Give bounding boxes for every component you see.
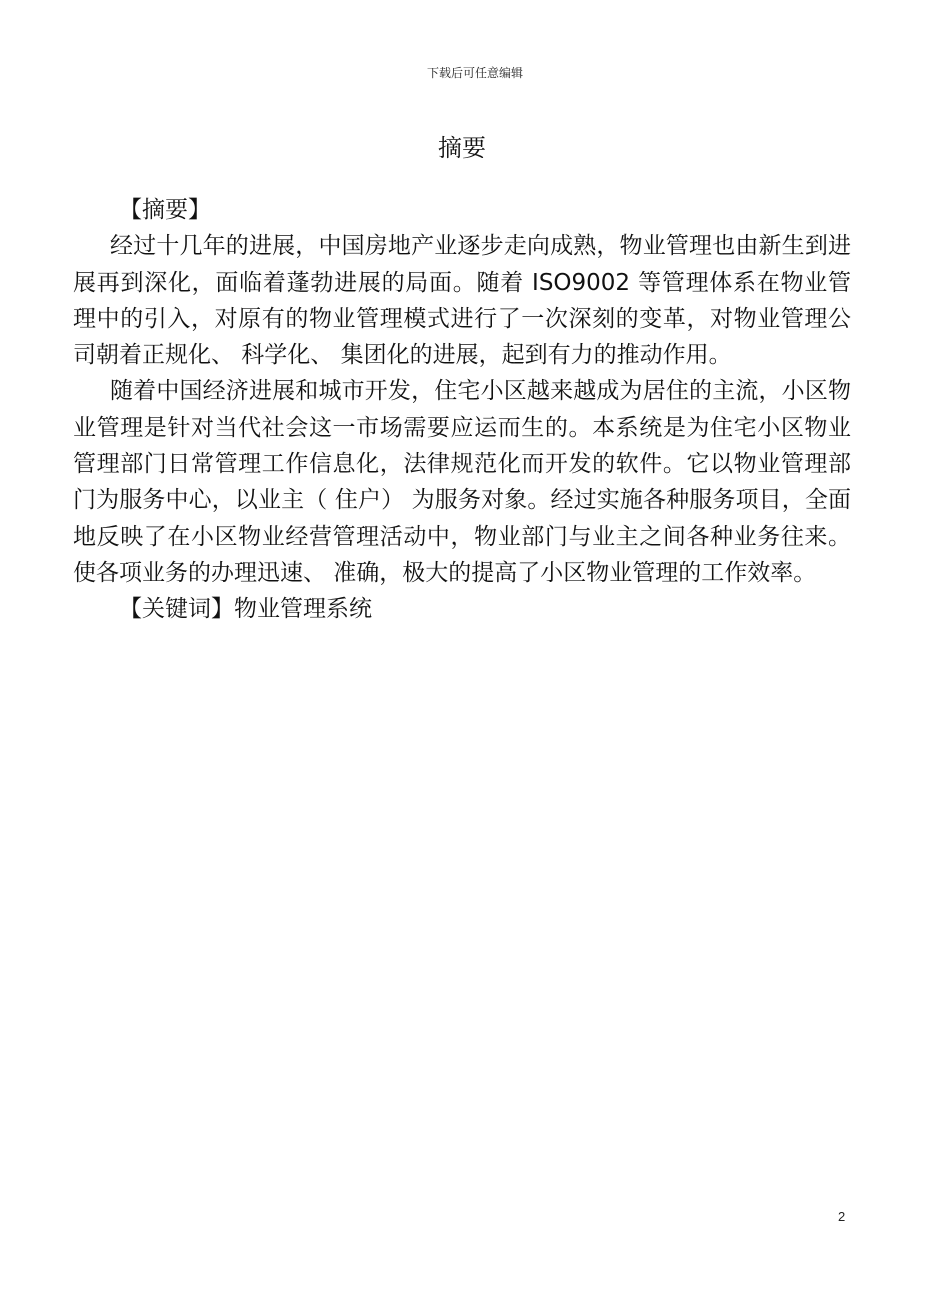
keywords-line [73,591,851,627]
abstract-paragraph-2: 随着中国经济进展和城市开发，住宅小区越来越成为居住的主流，小区物业管理是针对当代社会这一市场需要应运而生的。本系统是为住宅小区物业管理部门日常管理工作信息化，法律规范化而开发的软件。它以物业管理部门为服务中心，以业主（ 住户） 为服务对象。经过实施各种服务项目，全面地反映了在小区物业经营管理活动中，物业部门与业主之间各种业务往来。使各项业务的办理迅速、 准确，极大的提高了小区物业管理的工作效率。 [73,378,851,586]
page-number: 2 [838,1209,846,1224]
page-title: 摘要 [438,134,486,162]
abstract-body [73,192,851,628]
keywords-label: 【关键词】 [119,596,234,623]
abstract-heading: 【摘要】 [119,197,211,223]
keywords-text: 物业管理系统 [234,596,372,623]
header-note: 下载后可任意编辑 [426,66,523,80]
abstract-paragraph-1: 经过十几年的进展，中国房地产业逐步走向成熟，物业管理也由新生到进展再到深化，面临着蓬勃进展的局面。随着 ISO9002 等管理体系在物业管理中的引入，对原有的物业管理模式进行了一次深刻的变革，对物业管理公司朝着正规化、 科学化、 集团化的进展，起到有力的推动作用。 [73,233,851,369]
